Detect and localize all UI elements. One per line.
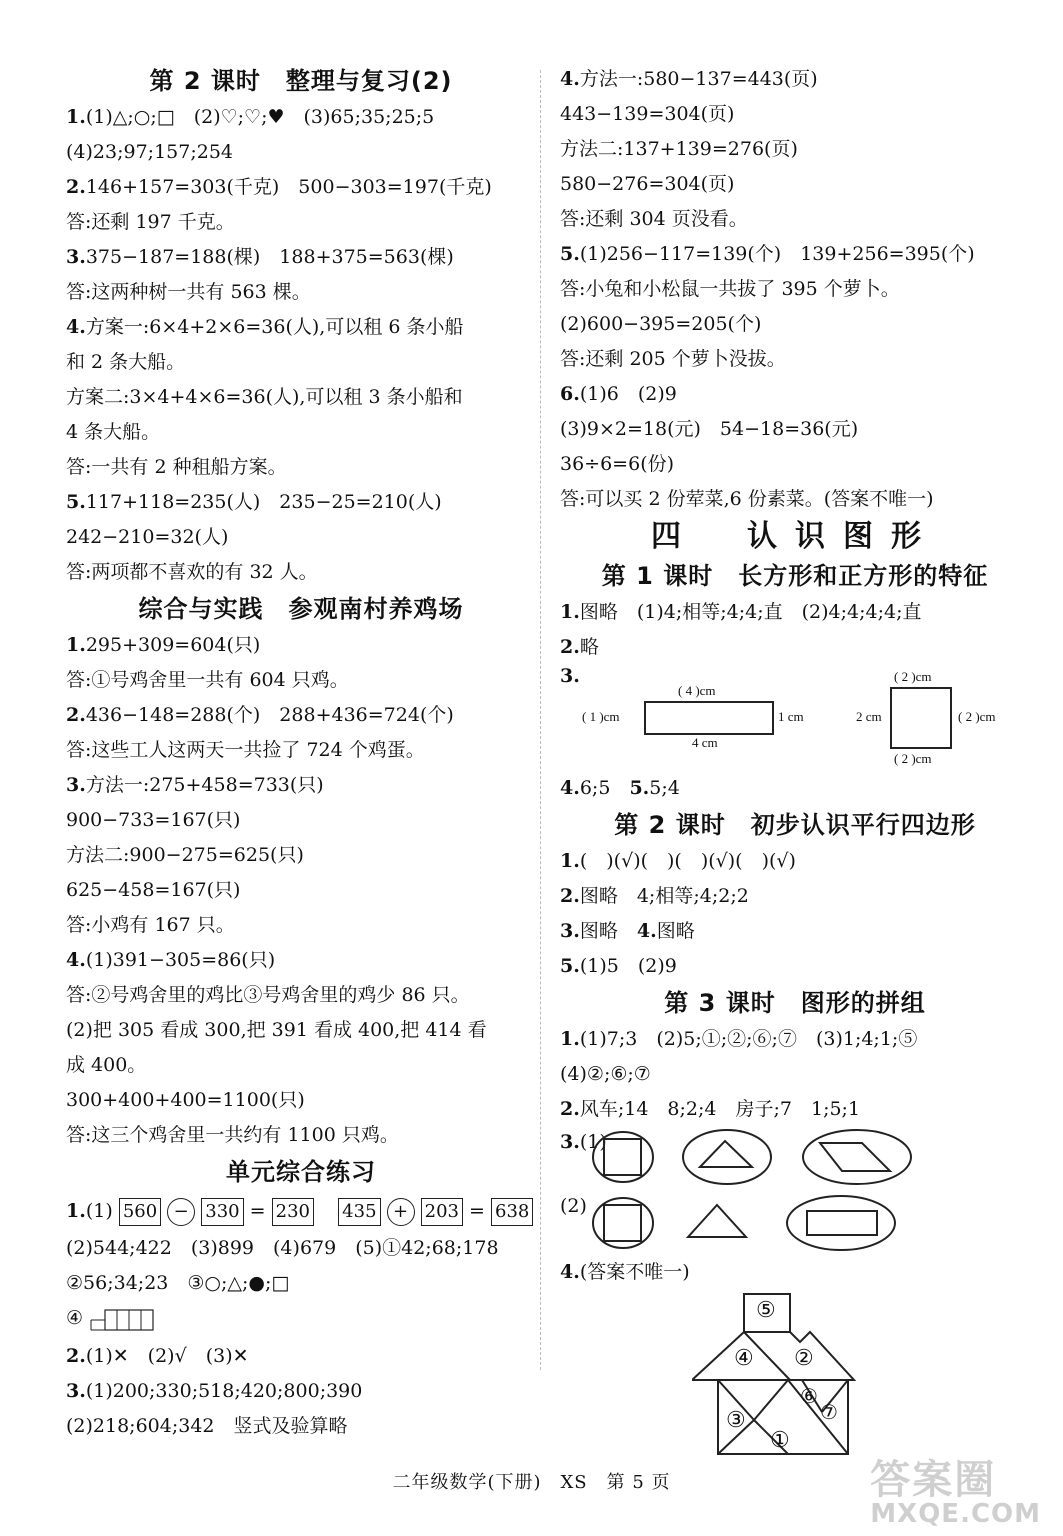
rectangle-square-figure: 3. ( 4 )cm ( 1 )cm 1 cm 4 cm ( 2 )cm 2 cm ( 2 )cm ( 2 )cm bbox=[560, 665, 996, 766]
number-box: 638 bbox=[491, 1198, 533, 1226]
answer-line: 300+400+400=1100(只) bbox=[66, 1089, 305, 1111]
column-divider bbox=[540, 70, 541, 1370]
answer-line: 答:一共有 2 种租船方案。 bbox=[66, 456, 287, 478]
unit-title: 四 认识图形 bbox=[651, 519, 939, 554]
operator-circle: − bbox=[167, 1198, 195, 1226]
answer-line: (4)23;97;157;254 bbox=[66, 141, 234, 163]
section-title-practice: 综合与实践 参观南村养鸡场 bbox=[138, 595, 464, 623]
piece-label-6: ⑥ bbox=[800, 1384, 818, 1408]
section-title-unit-practice: 单元综合练习 bbox=[226, 1158, 376, 1186]
piece-label-3: ③ bbox=[726, 1408, 746, 1433]
rect-left-label: ( 1 )cm bbox=[582, 709, 620, 724]
answer-line: 1.(1)7;3 (2)5;①;②;⑥;⑦ (3)1;4;1;⑤ bbox=[560, 1028, 918, 1050]
answer-line: 6.(1)6 (2)9 bbox=[560, 383, 677, 405]
rectangle-shape bbox=[644, 701, 774, 735]
answer-line: 4.方法一:580−137=443(页) bbox=[560, 68, 818, 90]
equation-boxes-line: 1.(1) 560 − 330 = 230 435 + 203 = 638 bbox=[66, 1191, 536, 1231]
answer-line: 2.436−148=288(个) 288+436=724(个) bbox=[66, 704, 454, 726]
answer-line: 3.(1)200;330;518;420;800;390 bbox=[66, 1380, 363, 1402]
number-box: 435 bbox=[338, 1198, 380, 1226]
square-left-label: 2 cm bbox=[856, 709, 882, 724]
piece-label-5: ⑤ bbox=[756, 1298, 776, 1323]
answer-line: 答:两项都不喜欢的有 32 人。 bbox=[66, 561, 318, 583]
answer-line: 答:①号鸡舍里一共有 604 只鸡。 bbox=[66, 669, 349, 691]
answer-line: 580−276=304(页) bbox=[560, 173, 735, 195]
shapes-svg bbox=[560, 1127, 990, 1255]
section-title-review: 第 2 课时 整理与复习(2) bbox=[149, 67, 453, 95]
answer-line: (2)218;604;342 竖式及验算略 bbox=[66, 1415, 348, 1437]
answer-line: 2.略 bbox=[560, 636, 599, 658]
rect-right-label: 1 cm bbox=[778, 709, 804, 724]
square-right-label: ( 2 )cm bbox=[958, 709, 996, 724]
watermark-logo: 答案圈 MXQE.COM bbox=[870, 1457, 1041, 1529]
shape-combination-figure: 3.(1) (2) bbox=[560, 1127, 1030, 1255]
operator-circle: + bbox=[387, 1198, 415, 1226]
answer-line: 答:还剩 197 千克。 bbox=[66, 211, 235, 233]
answer-line: (3)9×2=18(元) 54−18=36(元) bbox=[560, 418, 859, 440]
grid-figure bbox=[89, 1304, 155, 1334]
answer-line: (2)600−395=205(个) bbox=[560, 313, 762, 335]
answer-line: 1.295+309=604(只) bbox=[66, 634, 261, 656]
piece-label-4: ④ bbox=[734, 1346, 754, 1371]
answer-line: 5.(1)5 (2)9 bbox=[560, 955, 677, 977]
answer-line: (2)544;422 (3)899 (4)679 (5)①42;68;178 bbox=[66, 1237, 499, 1259]
answer-line: ②56;34;23 ③○;△;●;□ bbox=[66, 1272, 290, 1294]
number-box: 560 bbox=[119, 1198, 161, 1226]
answer-line: 4.(答案不唯一) bbox=[560, 1261, 690, 1283]
square-top-label: ( 2 )cm bbox=[894, 669, 932, 684]
left-column bbox=[66, 62, 536, 1444]
answer-line: 4.方案一:6×4+2×6=36(人),可以租 6 条小船 bbox=[66, 316, 464, 338]
answer-line: 443−139=304(页) bbox=[560, 103, 735, 125]
answer-line: 2.图略 4;相等;4;2;2 bbox=[560, 885, 749, 907]
piece-label-2: ② bbox=[794, 1346, 814, 1371]
answer-line: 5.117+118=235(人) 235−25=210(人) bbox=[66, 491, 442, 513]
page-footer: 二年级数学(下册) XS 第 5 页 bbox=[392, 1472, 671, 1493]
answer-line: 4 条大船。 bbox=[66, 421, 161, 443]
answer-line: 1.( )(√)( )( )(√)( )(√) bbox=[560, 850, 796, 872]
answer-line: 2.风车;14 8;2;4 房子;7 1;5;1 bbox=[560, 1098, 861, 1120]
piece-label-1: ① bbox=[770, 1428, 790, 1453]
piece-label-7: ⑦ bbox=[820, 1400, 838, 1424]
number-box: 230 bbox=[272, 1198, 314, 1226]
answer-line: 900−733=167(只) bbox=[66, 809, 241, 831]
answer-line: 方案二:3×4+4×6=36(人),可以租 3 条小船和 bbox=[66, 386, 463, 408]
answer-line: (2)把 305 看成 300,把 391 看成 400,把 414 看 bbox=[66, 1019, 487, 1041]
lesson-title-1: 第 1 课时 长方形和正方形的特征 bbox=[601, 562, 989, 590]
number-box: 330 bbox=[201, 1198, 243, 1226]
answer-line: 625−458=167(只) bbox=[66, 879, 241, 901]
lesson-title-3: 第 3 课时 图形的拼组 bbox=[664, 989, 926, 1017]
answer-line: 答:这三个鸡舍里一共约有 1100 只鸡。 bbox=[66, 1124, 399, 1146]
answer-line: 1.图略 (1)4;相等;4;4;直 (2)4;4;4;4;直 bbox=[560, 601, 922, 623]
grid-answer-line: ④ bbox=[66, 1301, 536, 1339]
answer-line: 4.(1)391−305=86(只) bbox=[66, 949, 276, 971]
answer-line: 2.(1)✕ (2)√ (3)✕ bbox=[66, 1345, 249, 1367]
lesson-title-2: 第 2 课时 初步认识平行四边形 bbox=[614, 811, 976, 839]
rect-top-label: ( 4 )cm bbox=[678, 683, 716, 698]
answer-line: 方法二:137+139=276(页) bbox=[560, 138, 798, 160]
answer-line: 答:还剩 304 页没看。 bbox=[560, 208, 748, 230]
house-svg bbox=[692, 1290, 992, 1460]
square-bottom-label: ( 2 )cm bbox=[894, 751, 932, 766]
answer-line: 成 400。 bbox=[66, 1054, 147, 1076]
answer-line: 答:小兔和小松鼠一共拔了 395 个萝卜。 bbox=[560, 278, 900, 300]
rect-bottom-label: 4 cm bbox=[692, 735, 718, 750]
answer-line: 3.方法一:275+458=733(只) bbox=[66, 774, 324, 796]
answer-line: 和 2 条大船。 bbox=[66, 351, 186, 373]
answer-line: 答:还剩 205 个萝卜没拔。 bbox=[560, 348, 786, 370]
answer-line: 1.(1)△;○;□ (2)♡;♡;♥ (3)65;35;25;5 bbox=[66, 106, 435, 128]
house-tangram-figure bbox=[560, 1290, 1030, 1460]
square-shape bbox=[890, 687, 952, 749]
answer-line: 2.146+157=303(千克) 500−303=197(千克) bbox=[66, 176, 492, 198]
answer-line: 4.6;5 5.5;4 bbox=[560, 777, 680, 799]
answer-line: (4)②;⑥;⑦ bbox=[560, 1063, 651, 1085]
number-box: 203 bbox=[421, 1198, 463, 1226]
answer-line: 答:②号鸡舍里的鸡比③号鸡舍里的鸡少 86 只。 bbox=[66, 984, 470, 1006]
answer-line: 36÷6=6(份) bbox=[560, 453, 675, 475]
answer-line: 答:这些工人这两天一共捡了 724 个鸡蛋。 bbox=[66, 739, 425, 761]
answer-line: 242−210=32(人) bbox=[66, 526, 229, 548]
answer-line: 3.图略 4.图略 bbox=[560, 920, 695, 942]
answer-line: 答:这两种树一共有 563 棵。 bbox=[66, 281, 311, 303]
right-column bbox=[560, 62, 1030, 1460]
answer-line: 答:可以买 2 份荤菜,6 份素菜。(答案不唯一) bbox=[560, 488, 934, 510]
answer-line: 方法二:900−275=625(只) bbox=[66, 844, 304, 866]
answer-line: 5.(1)256−117=139(个) 139+256=395(个) bbox=[560, 243, 975, 265]
answer-line: 3.375−187=188(棵) 188+375=563(棵) bbox=[66, 246, 454, 268]
answer-line: 答:小鸡有 167 只。 bbox=[66, 914, 235, 936]
